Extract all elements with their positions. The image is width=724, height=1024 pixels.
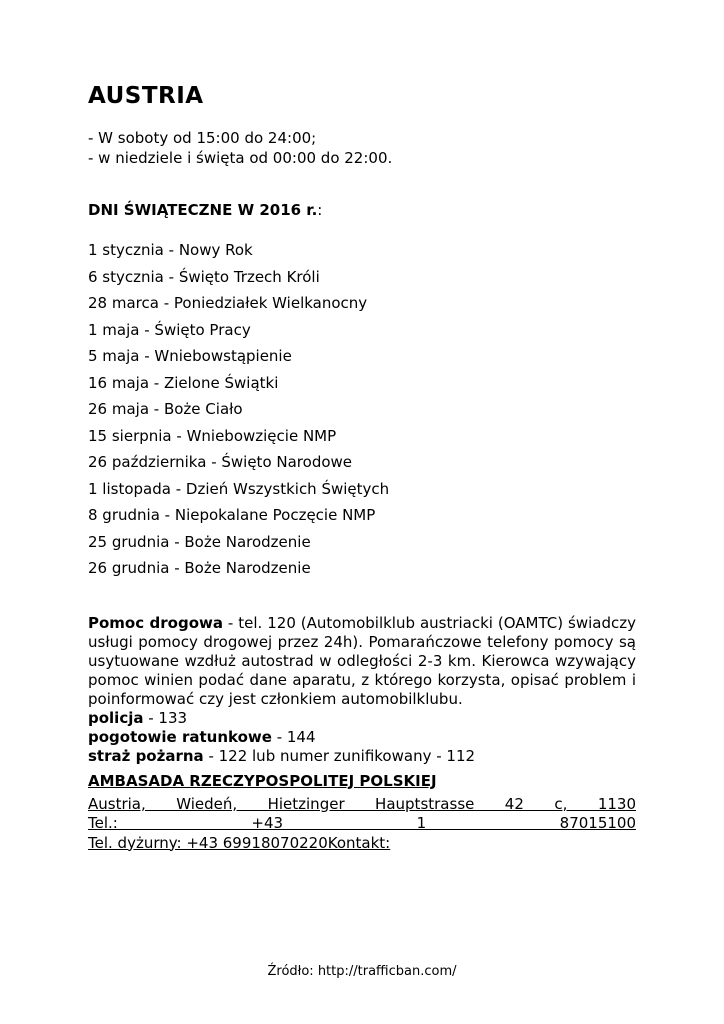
holidays-heading-text: DNI ŚWIĄTECZNE W 2016 r. (88, 201, 318, 219)
holiday-item: 15 sierpnia - Wniebowzięcie NMP (88, 426, 337, 445)
holidays-heading (88, 200, 636, 221)
source-footer: Źródło: http://trafficban.com/ (267, 964, 457, 979)
holiday-item: 1 maja - Święto Pracy (88, 320, 251, 339)
ban-hours-saturday: - W soboty od 15:00 do 24:00; (88, 129, 317, 147)
police-number: - 133 (143, 708, 188, 727)
holiday-item: 26 maja - Boże Ciało (88, 400, 243, 418)
police-label: policja (88, 708, 144, 727)
holiday-item: 26 października - Święto Narodowe (88, 453, 353, 471)
fire-brigade-label: straż pożarna (88, 746, 204, 765)
holiday-list (88, 237, 636, 582)
embassy-duty-phone-line: Tel. dyżurny: +43 69918070220Kontakt: (88, 833, 391, 852)
holidays-heading-colon: : (317, 201, 323, 219)
embassy-address-line: Austria, Wiedeń, Hietzinger Hauptstrasse 42 c, 1130 (88, 794, 636, 813)
embassy-heading: AMBASADA RZECZYPOSPOLITEJ POLSKIEJ (88, 771, 437, 790)
roadside-assistance-text: - tel. 120 (Automobilklub austriacki (OAMTC) świadczy usługi pomocy drogowej przez 24h). Pomarańczowe telefony pomocy są usytuowane wzdłuż autostrad w odległości 2-3 km. Kierowca wzywający pomoc winien podać dane aparatu, z którego korzysta, opisać problem i poinformować czy jest członkiem automobilklubu. (88, 613, 636, 708)
holiday-item: 25 grudnia - Boże Narodzenie (88, 532, 311, 551)
holiday-item: 1 stycznia - Nowy Rok (88, 241, 253, 259)
holiday-item: 1 listopada - Dzień Wszystkich Świętych (88, 479, 390, 498)
ambulance-label: pogotowie ratunkowe (88, 727, 272, 746)
roadside-assistance-label: Pomoc drogowa (88, 613, 223, 632)
emergency-line-police (88, 709, 636, 728)
holiday-item: 28 marca - Poniedziałek Wielkanocny (88, 294, 368, 312)
holiday-item: 26 grudnia - Boże Narodzenie (88, 559, 311, 577)
emergency-line-ambulance (88, 728, 636, 747)
ambulance-number: - 144 (271, 727, 316, 746)
page-title: AUSTRIA (88, 83, 204, 109)
emergency-numbers (88, 709, 636, 766)
holiday-item: 16 maja - Zielone Świątki (88, 373, 279, 392)
driving-ban-hours (88, 128, 636, 168)
holiday-item: 5 maja - Wniebowstąpienie (88, 347, 292, 365)
document-content (88, 0, 636, 853)
fire-brigade-number: - 122 lub numer zunifikowany - 112 (203, 746, 476, 765)
holiday-item: 8 grudnia - Niepokalane Poczęcie NMP (88, 506, 376, 524)
emergency-line-fire (88, 747, 636, 766)
holiday-item: 6 stycznia - Święto Trzech Króli (88, 267, 320, 286)
embassy-details (88, 795, 636, 854)
roadside-assistance-paragraph (88, 614, 636, 709)
ban-hours-sunday-holidays: - w niedziele i święta od 00:00 do 22:00. (88, 149, 393, 167)
embassy-phone-line: Tel.: +43 1 87015100 (88, 814, 636, 832)
